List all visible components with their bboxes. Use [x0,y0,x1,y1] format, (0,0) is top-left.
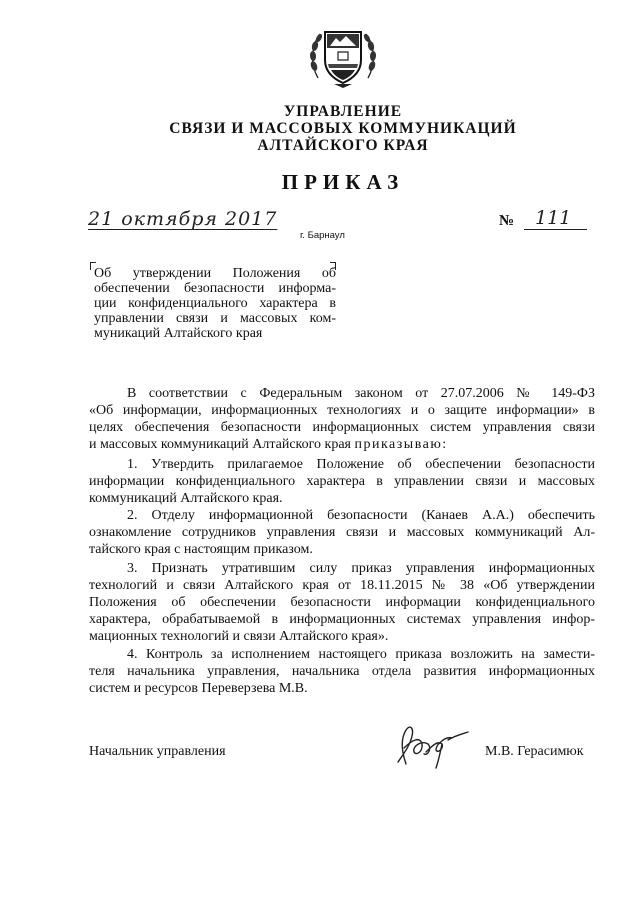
order-item-2 [89,507,595,558]
text-line: В соответствии с Федеральным законом от 27.07.2006 № 149-ФЗ [127,386,595,401]
text-line: Положения об обеспечении безопасности информации конфиденциального [89,595,595,610]
text-line: 2. Отделу информационной безопасности (Канаев А.А.) обеспечить [127,508,595,523]
signer-name: М.В. Герасимюк [485,744,584,759]
subject-line: обеспечении безопасности информа- [94,281,336,296]
signer-position: Начальник управления [89,744,226,759]
subject-line: управлении связи и массовых ком- [94,311,336,326]
altai-krai-coat-of-arms-icon [308,20,378,90]
text-line: теля начальника управления, начальника отдела развития информационных [89,664,595,679]
text-line: тайского края с настоящим приказом. [89,542,313,557]
subject-line: муникаций Алтайского края [94,326,263,341]
document-number-label: № [499,213,515,229]
document-type-title: ПРИКАЗ [281,170,405,194]
preamble-paragraph [89,385,595,453]
order-item-3 [89,560,595,645]
text-line: целях обеспечения безопасности информационных систем управления связи [89,420,595,435]
org-name-line-3: АЛТАЙСКОГО КРАЯ [257,137,429,154]
text-line: ознакомление сотрудников управления связи и массовых коммуникаций Ал- [89,525,595,540]
text-line: 4. Контроль за исполнением настоящего приказа возложить на замести- [127,647,595,662]
document-number-underline [524,229,587,230]
text-line: технологий и связи Алтайского края от 18.11.2015 № 38 «Об утверждении [89,578,595,593]
document-subject [94,266,336,341]
text-line: 3. Признать утратившим силу приказ управления информационных [127,561,595,576]
document-city: г. Барнаул [300,230,345,241]
order-item-4 [89,646,595,697]
order-item-1 [89,456,595,507]
subject-line: ции конфиденциального характера в [94,296,336,311]
text-line: систем и ресурсов Переверзева М.В. [89,681,308,696]
text-line: коммуникаций Алтайского края. [89,491,283,506]
org-name-line-1: УПРАВЛЕНИЕ [283,103,403,120]
text-line: характера, обрабатываемой в информационных системах управления инфор- [89,612,595,627]
subject-line: Об утверждении Положения об [94,266,336,281]
order-word: приказываю [354,437,443,452]
document-date: 21 октября 2017 [88,208,278,230]
text-line: и массовых коммуникаций Алтайского края приказываю: [89,437,447,452]
text-line: информации конфиденциального характера в управлении связи и массовых [89,474,595,489]
handwritten-signature-icon [392,722,470,772]
document-number: 111 [535,207,572,229]
text-line: мационных технологий и связи Алтайского края». [89,629,389,644]
text-line: 1. Утвердить прилагаемое Положение об обеспечении безопасности [127,457,595,472]
org-name-line-2: СВЯЗИ И МАССОВЫХ КОММУНИКАЦИЙ [169,120,517,137]
text-line: «Об информации, информационных технологиях и о защите информации» в [89,403,595,418]
text-fragment: и массовых коммуникаций Алтайского края [89,437,351,452]
